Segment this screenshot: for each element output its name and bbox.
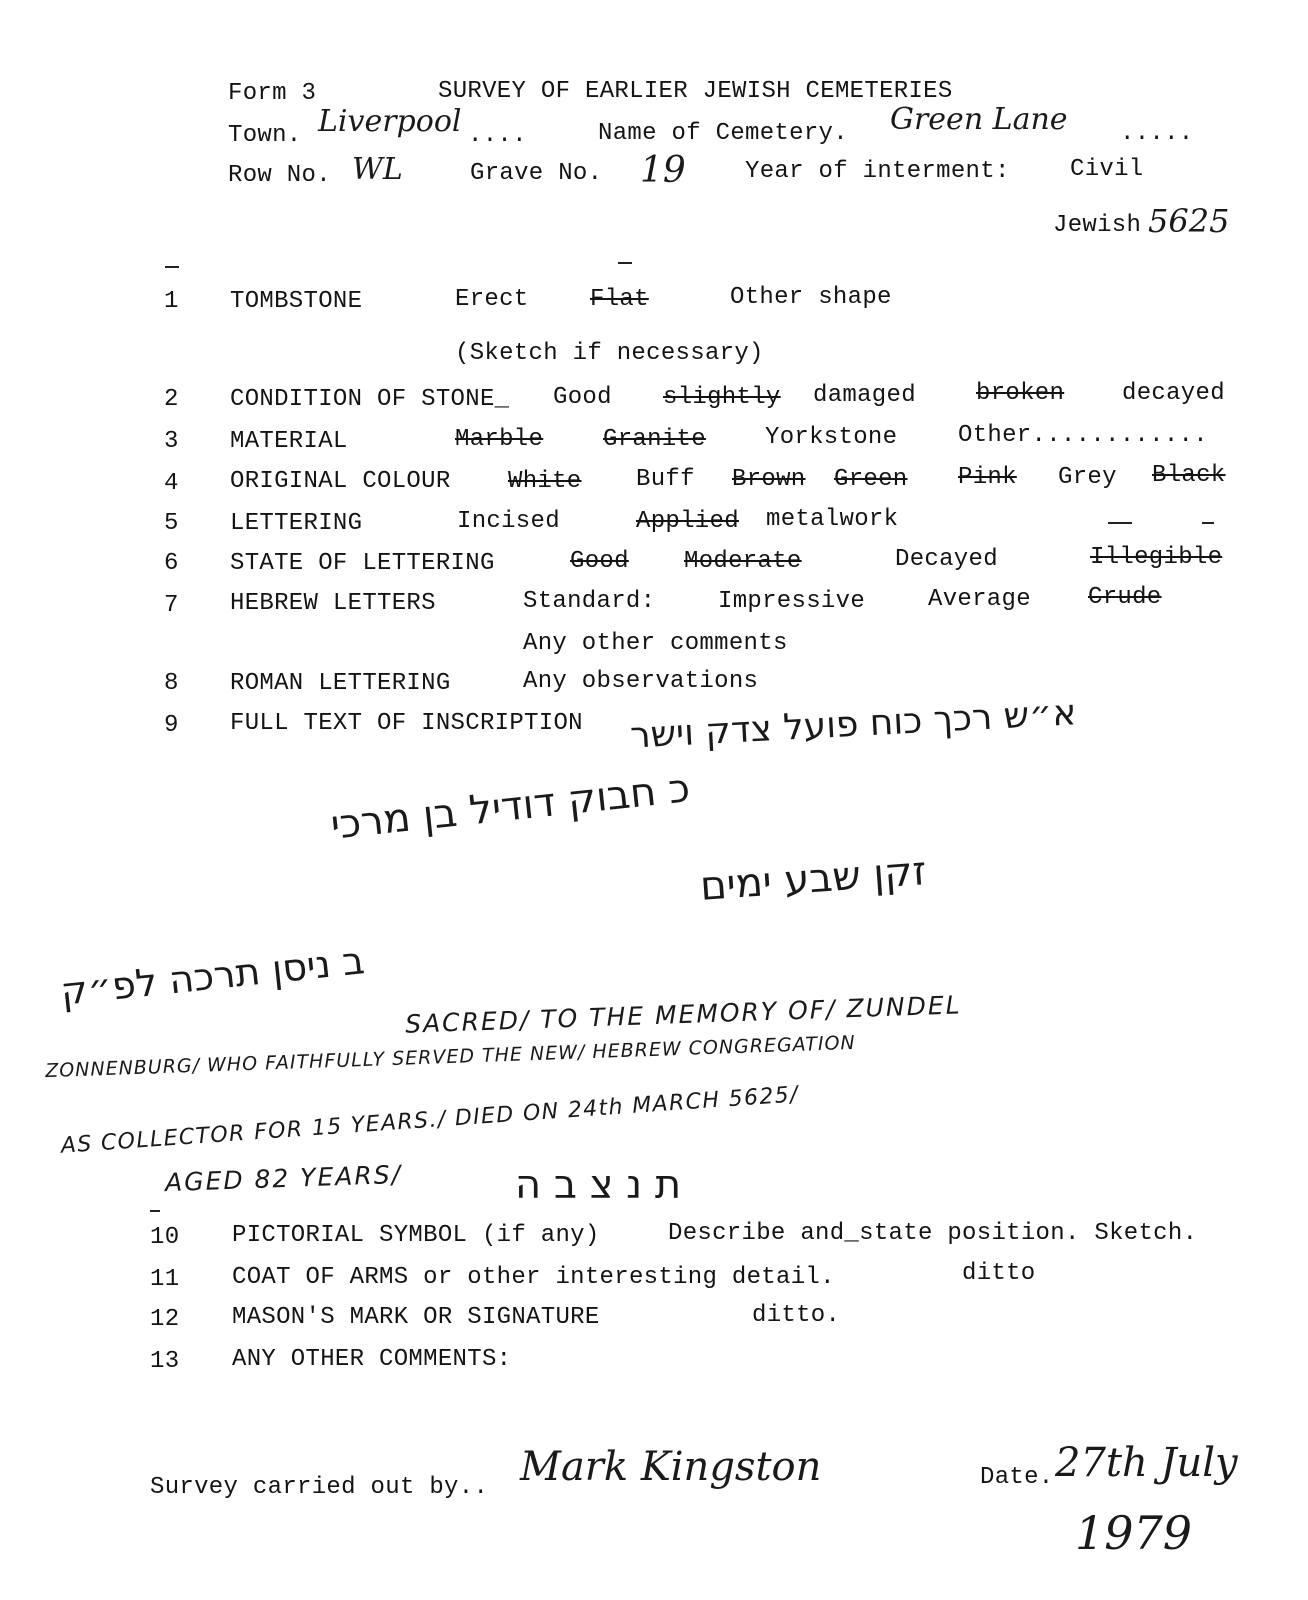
item-number: 6 (164, 550, 179, 577)
inscription-english-line: AGED 82 YEARS/ (164, 1159, 403, 1198)
item-label-other-comments: ANY OTHER COMMENTS: (232, 1346, 512, 1373)
inscription-hebrew-line: כ חבוק דודיל בן מרכי (328, 765, 693, 849)
option-metalwork: metalwork (766, 506, 899, 533)
item-number: 8 (164, 670, 179, 697)
item-label-colour: ORIGINAL COLOUR (230, 468, 451, 495)
inscription-english-line: AS COLLECTOR FOR 15 YEARS./ DIED ON 24th MARCH 5625/ (60, 1082, 800, 1159)
town-label: Town. (228, 122, 302, 149)
margin-dash (1108, 522, 1132, 524)
item-number: 4 (164, 470, 179, 497)
sketch-note: (Sketch if necessary) (455, 340, 764, 367)
option-yorkstone: Yorkstone (765, 424, 898, 451)
item-label-tombstone: TOMBSTONE (230, 288, 363, 315)
option-incised: Incised (457, 508, 560, 535)
option-white-struck: White (508, 468, 582, 495)
item-label-lettering: LETTERING (230, 510, 363, 537)
margin-dash (1202, 522, 1214, 524)
year-value: 1979 (1075, 1506, 1193, 1560)
item-label-inscription: FULL TEXT OF INSCRIPTION (230, 710, 583, 737)
option-slightly-struck: slightly (663, 384, 781, 411)
cemetery-value: Green Lane (890, 102, 1068, 137)
surveyor-signature: Mark Kingston (520, 1444, 822, 1490)
form-title: SURVEY OF EARLIER JEWISH CEMETERIES (438, 78, 953, 105)
cemetery-label: Name of Cemetery. (598, 120, 848, 147)
row-value: WL (352, 152, 403, 187)
survey-by-label: Survey carried out by.. (150, 1474, 489, 1501)
form-label: Form 3 (228, 80, 317, 107)
item-label-material: MATERIAL (230, 428, 348, 455)
jewish-year-value: 5625 (1148, 202, 1230, 240)
option-grey: Grey (1058, 464, 1117, 491)
margin-dash (165, 266, 179, 268)
town-value: Liverpool (318, 104, 462, 139)
hebrew-comments-note: Any other comments (523, 630, 788, 657)
option-brown-struck: Brown (732, 466, 806, 493)
item-number: 7 (164, 592, 179, 619)
option-marble-struck: Marble (455, 426, 544, 453)
option-other-shape: Other shape (730, 284, 892, 311)
pictorial-note: Describe and_state position. Sketch. (668, 1220, 1198, 1247)
mason-mark-note: ditto. (752, 1302, 841, 1329)
option-standard: Standard: (523, 588, 656, 615)
item-number: 5 (164, 510, 179, 537)
item-label-coat-of-arms: COAT OF ARMS or other interesting detail. (232, 1264, 835, 1291)
option-erect: Erect (455, 286, 529, 313)
option-good-struck: Good (570, 548, 629, 575)
item-label-condition: CONDITION OF STONE_ (230, 386, 510, 413)
item-number: 3 (164, 428, 179, 455)
item-number: 1 (164, 288, 179, 315)
option-decayed: decayed (1122, 380, 1225, 407)
option-decayed: Decayed (895, 546, 998, 573)
option-granite-struck: Granite (603, 426, 706, 453)
option-illegible-struck: Illegible (1090, 544, 1223, 571)
margin-dash (150, 1210, 160, 1212)
item-number: 9 (164, 712, 179, 739)
roman-observations-note: Any observations (523, 668, 759, 695)
option-average: Average (928, 586, 1031, 613)
option-crude-struck: Crude (1088, 584, 1162, 611)
item-number: 2 (164, 386, 179, 413)
year-label: Year of interment: (745, 158, 1010, 185)
date-label: Date. (980, 1464, 1054, 1491)
option-impressive: Impressive (718, 588, 866, 615)
option-black-struck: Black (1152, 462, 1226, 489)
option-pink-struck: Pink (958, 464, 1017, 491)
survey-form: Form 3 SURVEY OF EARLIER JEWISH CEMETERIES Town. Liverpool .... Name of Cemetery. Green Lane ..... Row No. WL Grave No. 19 Year of interment: Civil Jewish 5625 1 TOMBSTONE Erect Flat Other shape (Sketch if necessary) 2 CONDITION OF STONE_ Good slightly damaged broken decayed 3 MATERIAL Marble Granite Yorkstone Other............ 4 ORIGINAL COLOUR White Buff Brown Green Pink Grey Black 5 LETTERING Incised Applied metalwork 6 STATE OF LETTERING Good Moderate Decayed Illegible 7 HEBREW LETTERS Standard: Impressive Average Crude Any other comments 8 ROMAN LETTERING Any observations 9 FULL TEXT OF INSCRIPTION א״ש רכך כוח פועל צדק וישר כ חבוק דודיל בן מרכי זקן שבע ימים ב ניסן תרכה לפ״ק SACRED/ TO THE MEMORY OF/ ZUNDEL ZONNENBURG/ WHO FAITHFULLY SERVED THE NEW/ HEBREW CONGREGATION AS COLLECTOR FOR 15 YEARS./ DIED ON 24th MARCH 5625/ AGED 82 YEARS/ ת נ צ ב ה 10 PICTORIAL SYMBOL (if any) Describe and_state position. Sketch. 11 COAT OF ARMS or other interesting detail. ditto 12 MASON'S MARK OR SIGNATURE ditto. 13 ANY OTHER COMMENTS: Survey carried out by.. Mark Kingston Date. 27th July 1979 (44, 78, 1238, 1560)
inscription-english-line: ZONNENBURG/ WHO FAITHFULLY SERVED THE NEW/ HEBREW CONGREGATION (44, 1031, 857, 1083)
option-damaged: damaged (813, 382, 916, 409)
option-broken-struck: broken (976, 380, 1065, 407)
inscription-hebrew-line: ת נ צ ב ה (515, 1162, 682, 1208)
item-label-mason-mark: MASON'S MARK OR SIGNATURE (232, 1304, 600, 1331)
item-number: 11 (150, 1266, 180, 1293)
margin-dash (618, 262, 632, 264)
option-good: Good (553, 384, 612, 411)
option-flat-struck: Flat (590, 286, 649, 313)
item-label-roman: ROMAN LETTERING (230, 670, 451, 697)
item-number: 12 (150, 1306, 180, 1333)
jewish-label: Jewish (1053, 212, 1142, 239)
item-number: 10 (150, 1224, 180, 1251)
item-label-state-lettering: STATE OF LETTERING (230, 550, 495, 577)
option-applied-struck: Applied (636, 508, 739, 535)
option-other: Other............ (958, 422, 1208, 449)
item-label-hebrew: HEBREW LETTERS (230, 590, 436, 617)
inscription-hebrew-line: זקן שבע ימים (698, 848, 929, 910)
inscription-english-line: SACRED/ TO THE MEMORY OF/ ZUNDEL (404, 990, 962, 1039)
date-value: 27th July (1055, 1440, 1238, 1486)
row-label: Row No. (228, 162, 331, 189)
grave-value: 19 (640, 150, 686, 191)
item-number: 13 (150, 1348, 180, 1375)
civil-label: Civil (1070, 156, 1144, 183)
item-label-pictorial: PICTORIAL SYMBOL (if any) (232, 1222, 600, 1249)
option-green-struck: Green (834, 466, 908, 493)
option-moderate-struck: Moderate (684, 548, 802, 575)
grave-label: Grave No. (470, 160, 603, 187)
coat-of-arms-note: ditto (962, 1260, 1036, 1287)
option-buff: Buff (636, 466, 695, 493)
inscription-hebrew-line: א״ש רכך כוח פועל צדק וישר (629, 692, 1078, 757)
inscription-hebrew-line: ב ניסן תרכה לפ״ק (58, 938, 367, 1014)
